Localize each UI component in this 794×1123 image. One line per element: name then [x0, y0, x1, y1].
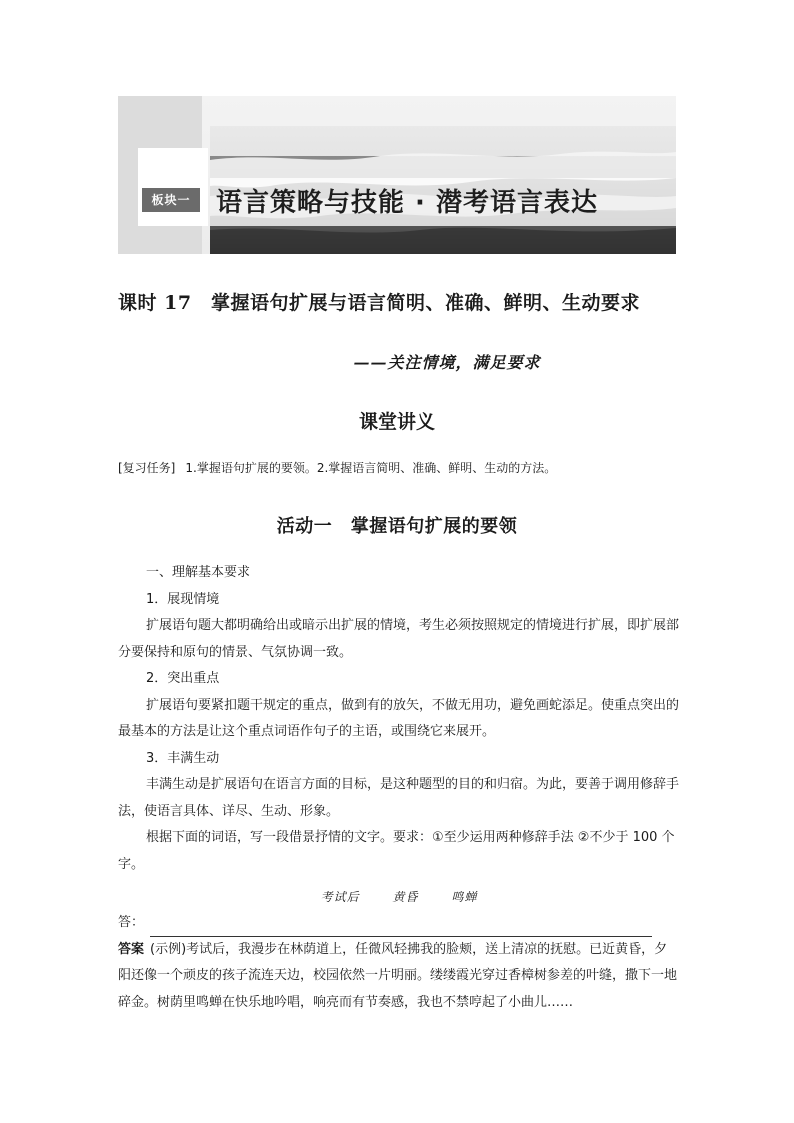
item-heading: 1．展现情境: [146, 591, 220, 607]
paragraph: 扩展语句题大都明确给出或暗示出扩展的情境，考生必须按照规定的情境进行扩展，即扩展部分要保持和原句的情景、气氛协调一致。: [118, 618, 680, 660]
part-heading: 一、理解基本要求: [146, 565, 251, 580]
answer-key-text: (示例)考试后，我漫步在林荫道上，任微风轻拂我的脸颊，送上清凉的抚慰。已近黄昏，夕阳还像一个顽皮的孩子流连天边，校园依然一片明丽。缕缕霞光穿过香樟树参差的叶缝，撒下一地碎金。树荫里鸣蝉在快乐地吟唱，响亮而有节奏感，我也不禁哼起了小曲儿……: [118, 941, 678, 1010]
review-task-text: 1.掌握语句扩展的要领。2.掌握语言简明、准确、鲜明、生动的方法。: [185, 461, 557, 475]
given-words: [118, 884, 680, 911]
section-badge: 板块一: [142, 188, 200, 212]
answer-key: [118, 937, 680, 1017]
answer-rule: [150, 922, 652, 937]
review-task: [118, 459, 678, 476]
given-word: 黄昏: [392, 890, 419, 904]
given-word: 鸣蝉: [451, 890, 478, 904]
item-heading: 2．突出重点: [146, 671, 220, 686]
paragraph: 扩展语句要紧扣题干规定的重点，做到有的放矢，不做无用功，避免画蛇添足。使重点突出的最基本的方法是让这个重点词语作句子的主语，或围绕它来展开。: [118, 697, 680, 739]
review-task-tag: [复习任务]: [118, 461, 176, 475]
answer-blank: [118, 911, 680, 937]
task-paragraph: 根据下面的词语，写一段借景抒情的文字。要求：①至少运用两种修辞手法 ②不少于 100 个字。: [118, 830, 675, 872]
paragraph: 丰满生动是扩展语句在语言方面的目标，是这种题型的目的和归宿。为此，要善于调用修辞手法，使语言具体、详尽、生动、形象。: [118, 777, 680, 819]
lesson-subtitle: ——关注情境，满足要求: [353, 353, 541, 372]
answer-key-label: 答案: [118, 941, 145, 957]
item-heading: 3．丰满生动: [146, 750, 220, 766]
activity-heading: 活动一 掌握语句扩展的要领: [276, 516, 518, 537]
lesson-title: 课时 17 掌握语句扩展与语言简明、准确、鲜明、生动要求: [118, 292, 641, 314]
banner-title: 语言策略与技能 · 潜考语言表达: [216, 188, 598, 218]
answer-label: 答：: [118, 915, 145, 930]
header-banner: [118, 96, 676, 254]
banner-label-panel: [138, 148, 208, 226]
body-content: [118, 560, 680, 1016]
section-heading: 课堂讲义: [358, 411, 435, 433]
given-word: 考试后: [320, 890, 360, 904]
